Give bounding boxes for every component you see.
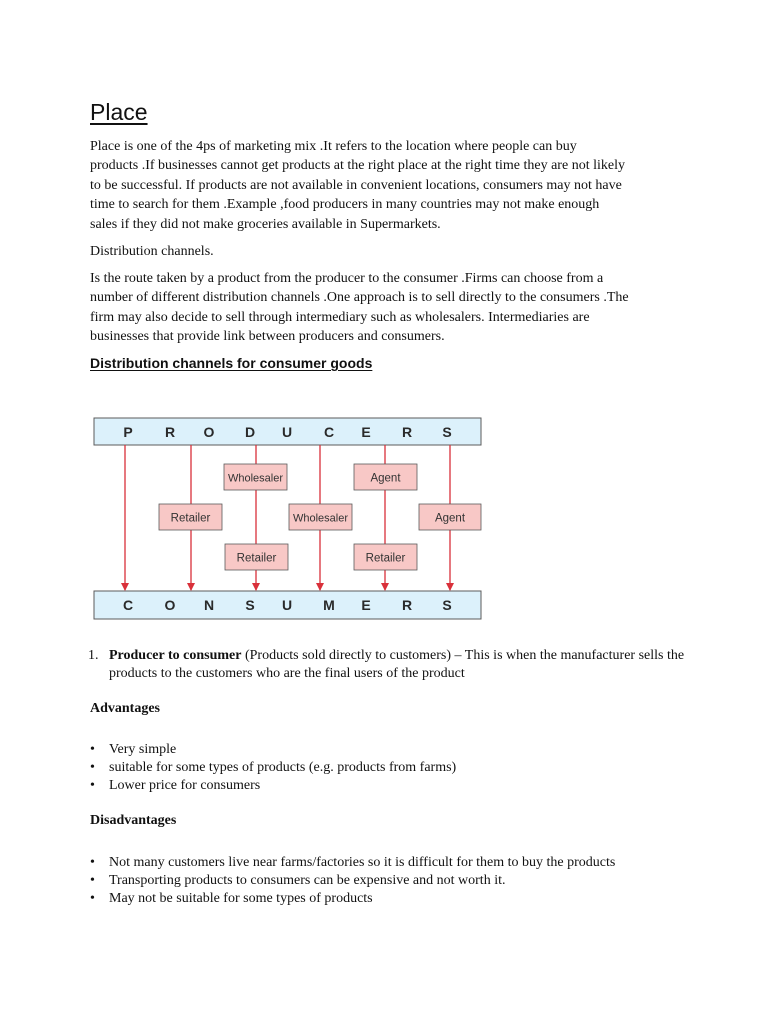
box-retailer-2 [225,544,288,570]
intro-paragraph: Place is one of the 4ps of marketing mix .It refers to the location where people can buy products .If businesses cannot get products at the right place at the right time they are not likely to be successful. If products are not available in convenient locations, consumers may not have time to search for them .Example ,food producers in many countries may not make enough sales if they did not make groceries available in Supermarkets. [90,139,625,232]
box-agent-top [354,464,417,490]
distribution-heading: Distribution channels. [90,244,214,259]
consumers-letter: O [164,597,176,613]
box-label: Retailer [170,512,211,525]
producers-letter: P [123,424,133,440]
consumers-letter: R [401,597,413,613]
consumers-letter: U [281,597,293,613]
page-title: Place [90,99,148,125]
consumers-letter: M [323,597,335,613]
list-item: • May not be suitable for some types of products [90,890,615,908]
box-retailer-1 [159,504,222,530]
advantages-list [90,741,456,795]
list-item: • Not many customers live near farms/factories so it is difficult for them to buy the products [90,854,615,872]
box-label: Retailer [365,552,406,565]
producers-letter: O [203,424,215,440]
box-wholesaler-mid [289,504,352,530]
distribution-paragraph: Is the route taken by a product from the producer to the consumer .Firms can choose from a number of different distribution channels .One approach is to sell directly to the consumers .The firm may also decide to sell through intermediary such as wholesalers. Intermediaries are businesses that provide link between producers and consumers. [90,271,629,345]
producers-letter: U [281,424,293,440]
producers-letter: E [361,424,371,440]
producers-letter: R [164,424,176,440]
distribution-channels-diagram [90,413,485,623]
disadvantages-heading: Disadvantages [90,813,177,828]
item-text: (Products sold directly to customers) – This is when the manufacturer sells the products to the customers who are the final users of the product [109,648,685,681]
advantages-heading: Advantages [90,701,161,716]
box-agent-right [419,504,481,530]
item-number: 1. [88,648,99,663]
box-label: Wholesaler [292,512,349,525]
item-body [109,647,689,683]
box-label: Retailer [236,552,277,565]
producers-letter: S [442,424,452,440]
list-item: • Transporting products to consumers can be expensive and not worth it. [90,872,615,890]
disadvantages-list [90,854,615,908]
consumers-letter: C [122,597,134,613]
producers-letter: C [323,424,335,440]
consumers-letter: E [361,597,371,613]
box-label: Agent [370,472,401,485]
box-wholesaler-top [224,464,287,490]
box-label: Wholesaler [227,472,284,485]
consumers-letter: S [442,597,452,613]
list-item: • Very simple [90,741,456,759]
producers-letter: R [401,424,413,440]
consumers-letter: S [245,597,255,613]
section-heading: Distribution channels for consumer goods [90,355,373,371]
box-retailer-3 [354,544,417,570]
producers-letter: D [244,424,256,440]
box-label: Agent [434,512,466,525]
list-item: • suitable for some types of products (e.g. products from farms) [90,759,456,777]
list-item: • Lower price for consumers [90,777,456,795]
consumers-letter: N [203,597,215,613]
item-bold-label: Producer to consumer [109,648,242,663]
